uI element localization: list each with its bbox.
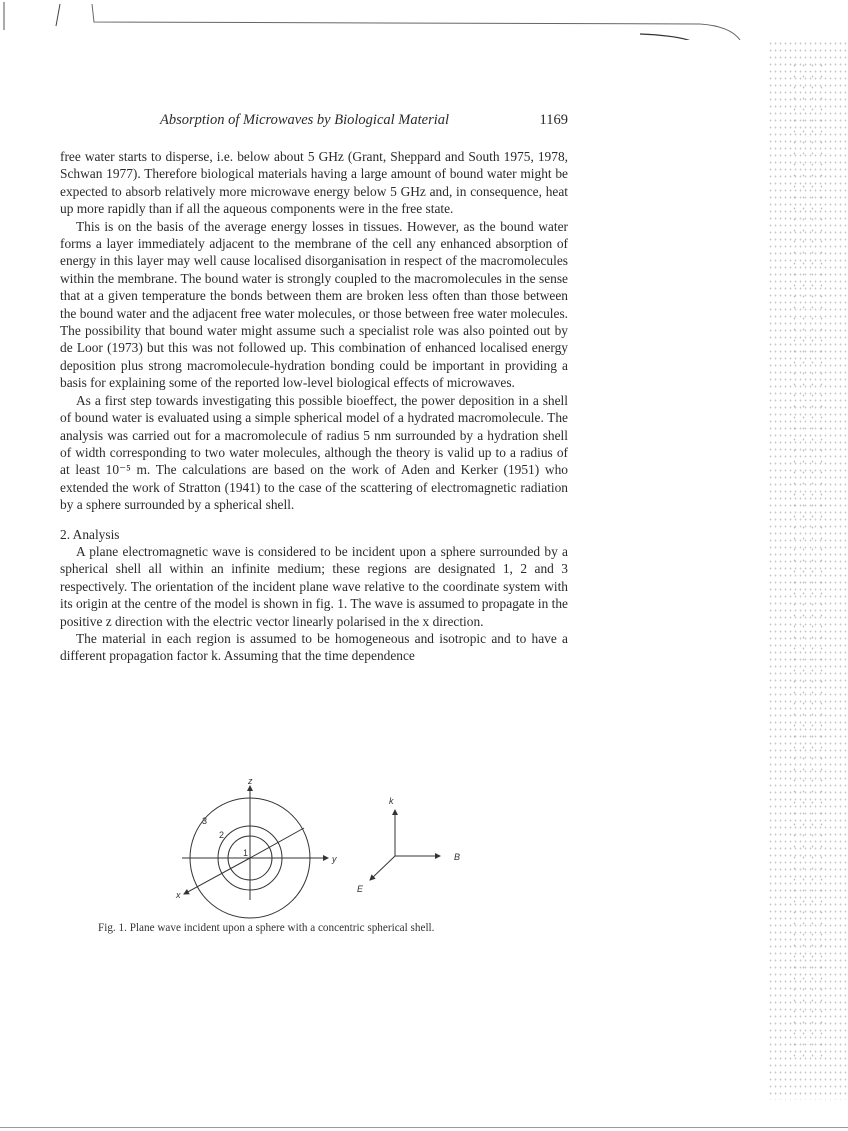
figure-caption: Fig. 1. Plane wave incident upon a sphere with a concentric spherical shell. — [98, 922, 435, 934]
scan-bottom-edge — [0, 1127, 848, 1128]
paragraph: This is on the basis of the average energy losses in tissues. However, as the bound water forms a layer immediately adjacent to the membrane of the cell any enhanced absorption of energy in this layer may well cause localised disorganisation in respect of the macromolecules within the membrane. The bound water is strongly coupled to the macromolecules in the sense that at a given temperature the bonds between them are broken less often than those between the bound water and the adjacent free water molecules, or those between free water molecules. The possibility that bound water might assume such a specialist role was also pointed out by de Loor (1973) but this was not followed up. This combination of enhanced localised energy deposition plus strong macromolecule-hydration bonding could be important in providing a basis for explaining some of the reported low-level biological effects of microwaves. — [60, 218, 568, 391]
figure-1 — [160, 772, 460, 902]
paragraph: As a first step towards investigating this possible bioeffect, the power deposition in a shell of bound water is evaluated using a simple spherical model of a hydrated macromolecule. The analysis was carried out for a macromolecule of radius 5 nm surrounded by a hydration shell of width corresponding to two water molecules, although the theory is valid up to a radius of at least 10⁻⁵ m. The calculations are based on the work of Aden and Kerker (1951) who extended the work of Stratton (1941) to the case of the scattering of electromagnetic radiation by a sphere surrounded by a spherical shell. — [60, 392, 568, 513]
z-label: z — [248, 776, 253, 786]
running-title: Absorption of Microwaves by Biological Material — [160, 112, 450, 128]
paragraph: A plane electromagnetic wave is considered to be incident upon a sphere surrounded by a spherical shell all within an infinite medium; these regions are designated 1, 2 and 3 respectively. The orientation of the incident plane wave relative to the coordinate system with its origin at the centre of the model is shown in fig. 1. The wave is assumed to propagate in the positive z direction with the electric vector linearly polarised in the x direction. — [60, 543, 568, 629]
x-axis-back — [250, 828, 304, 858]
paragraph: free water starts to disperse, i.e. below about 5 GHz (Grant, Sheppard and South 1975, 1978, Schwan 1977). Therefore biological materials having a large amount of bound water might be expected to absorb relatively more microwave energy below 5 GHz and, in consequence, heat up more rapidly than if all the aqueous components were in the free state. — [60, 149, 568, 217]
scan-top-edge — [0, 0, 848, 40]
y-label: y — [332, 854, 337, 864]
body-text — [60, 148, 568, 665]
page-number: 1169 — [539, 112, 568, 128]
k-label: k — [389, 796, 394, 806]
e-vector — [370, 856, 395, 880]
region-3-label: 3 — [202, 816, 208, 826]
scan-edge-marks — [0, 0, 848, 40]
paragraph: The material in each region is assumed to be homogeneous and isotropic and to have a different propagation factor k. Assuming that the time dependence — [60, 630, 568, 664]
region-1-label: 1 — [243, 848, 249, 858]
sphere-shell-diagram — [160, 772, 460, 902]
region-2-label: 2 — [219, 830, 225, 840]
section-heading: 2. Analysis — [60, 526, 120, 542]
running-head — [60, 112, 568, 132]
scan-noise-dense — [790, 60, 830, 1060]
b-label: B — [454, 852, 461, 862]
x-label: x — [176, 890, 181, 900]
e-label: E — [357, 884, 364, 894]
